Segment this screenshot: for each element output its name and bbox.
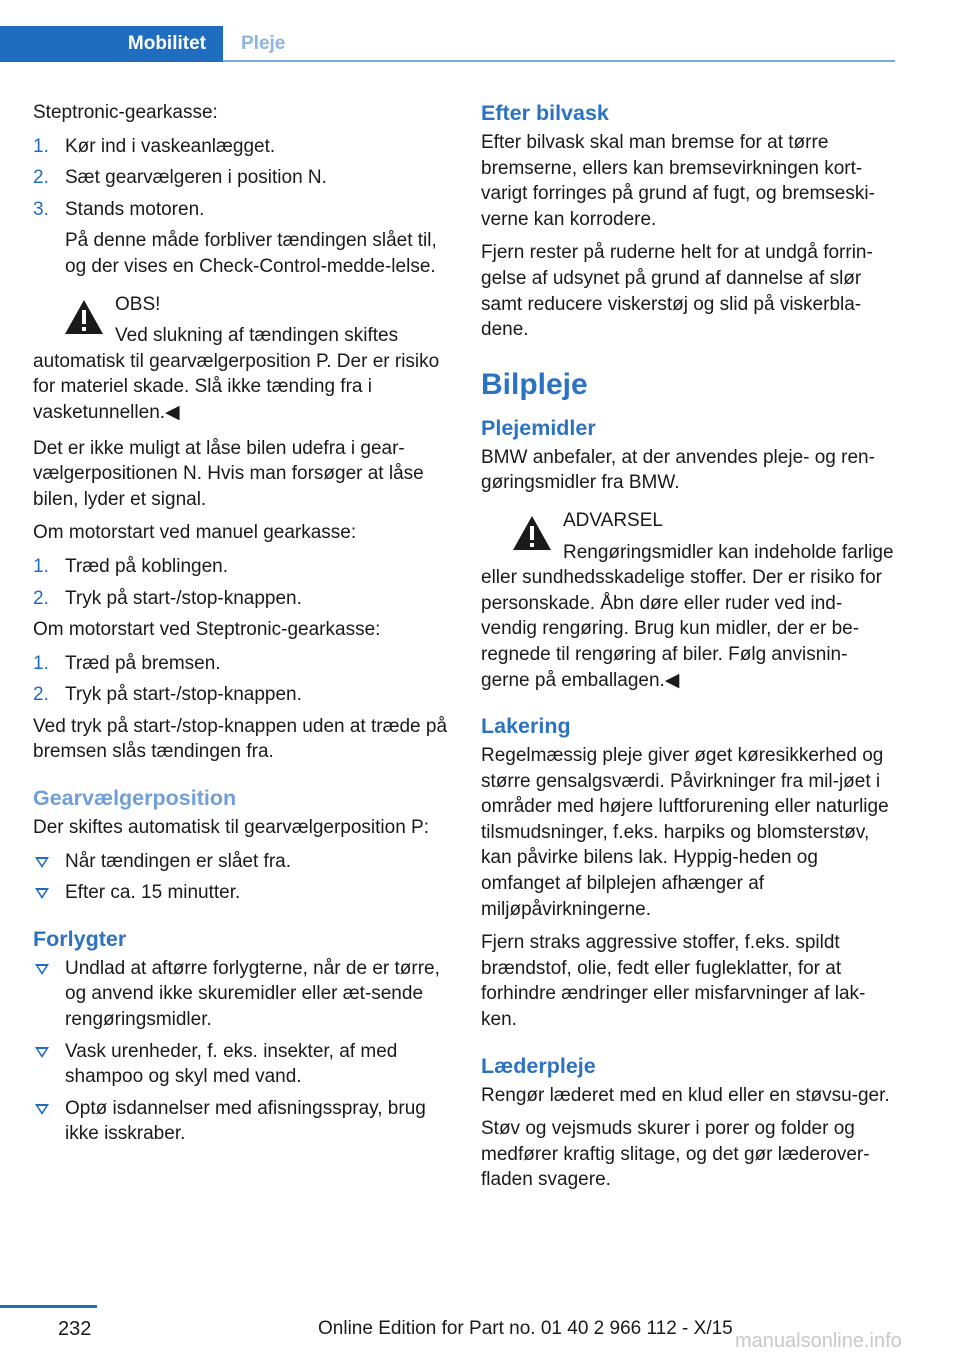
list-item: 3. Stands motoren. På denne måde forbliver tændingen slået til, og der vises en Check-Control-medde‐lelse.	[33, 197, 448, 280]
tab-divider	[223, 60, 895, 62]
obs-notice	[33, 292, 448, 426]
advarsel-notice	[481, 508, 895, 693]
list-item: 2. Tryk på start-/stop-knappen.	[33, 587, 302, 609]
tab-mobilitet-label: Mobilitet	[127, 33, 206, 54]
list-item: Undlad at aftørre forlygterne, når de er tørre, og anvend ikke skuremidler eller æt‐sende rengøringsmidler.	[33, 956, 448, 1033]
footer-rule	[0, 1305, 97, 1308]
gear-bullet-list	[33, 849, 448, 906]
intro-text: Steptronic-gearkasse:	[33, 102, 218, 123]
obs-title: OBS!	[115, 293, 161, 315]
list-item: Vask urenheder, f. eks. insekter, af med shampoo og skyl med vand.	[33, 1039, 448, 1090]
lakering-heading: Lakering	[481, 714, 571, 739]
step-note: På denne måde forbliver tændingen slået til, og der vises en Check-Control-medde‐lelse.	[65, 230, 437, 277]
paragraph: Fjern rester på ruderne helt for at undgå forrin‐gelse af udsynet på grund af dannelse af slør samt reducere viskerstøj og slid på viskerbla‐dene.	[481, 242, 873, 341]
warning-icon	[511, 514, 553, 552]
bullet-triangle-icon	[35, 1047, 49, 1058]
warning-icon	[63, 298, 105, 336]
paragraph: Om motorstart ved Steptronic-gearkasse:	[33, 619, 381, 641]
list-item: Når tændingen er slået fra.	[33, 849, 448, 875]
chapter-tabs	[0, 26, 895, 62]
plejemidler-heading: Plejemidler	[481, 415, 596, 440]
paragraph: Om motorstart ved manuel gearkasse:	[33, 522, 357, 544]
paragraph: Fjern straks aggressive stoffer, f.eks. spildt brændstof, olie, fedt eller fugleklatter, for at forhindre ændringer eller misfarvninger af lak‐ken.	[481, 932, 866, 1031]
obs-text: Ved slukning af tændingen skiftes automatisk til gearvælgerposition P. Der er risiko for materiel skade. Slå ikke tænding fra i vasketunnellen.◀	[33, 325, 440, 423]
list-item: Efter ca. 15 minutter.	[33, 880, 448, 906]
watermark: manualsonline.info	[735, 1330, 902, 1352]
advarsel-title: ADVARSEL	[563, 509, 663, 531]
paragraph: Støv og vejsmuds skurer i porer og folder og medfører kraftig slitage, og det gør læderover‐fladen svagere.	[481, 1118, 870, 1191]
bilpleje-heading: Bilpleje	[481, 367, 588, 401]
list-item: 2. Sæt gearvælgeren i position N.	[33, 167, 327, 189]
steptronic-start-list	[33, 651, 448, 708]
wash-steps-list	[33, 134, 448, 280]
bullet-triangle-icon	[35, 964, 49, 975]
bullet-triangle-icon	[35, 857, 49, 868]
advarsel-text: Rengøringsmidler kan indeholde farlige eller sundhedsskadelige stoffer. Der er risiko for personskade. Åbn døre eller ruder ved ind‐vendig rengøring. Brug kun midler, der er be‐regnede til rengøring af biler. Følg anvisnin‐gerne på emballagen.◀	[481, 541, 894, 691]
paragraph: Rengør læderet med en klud eller en støvsu‐ger.	[481, 1084, 890, 1106]
gearvaelger-heading: Gearvælgerposition	[33, 786, 237, 811]
paragraph: Ved tryk på start-/stop-knappen uden at træde på bremsen slås tændingen fra.	[33, 715, 448, 763]
tab-pleje[interactable]: Pleje	[241, 33, 286, 54]
paragraph: Regelmæssig pleje giver øget køresikkerhed og større gensalgsværdi. Påvirkninger fra mil‐jøet i områder med højere luftforurening eller naturlige tilsmudsninger, f.eks. harpiks og blomsterstøv, kan påvirke bilens lak. Hyppig‐heden og omfanget af bilplejen afhænger af miljøpåvirkningerne.	[481, 745, 889, 920]
tab-mobilitet[interactable]	[0, 26, 223, 62]
bullet-triangle-icon	[35, 1104, 49, 1115]
manual-start-list	[33, 554, 448, 611]
list-item: Optø isdannelser med afisningsspray, brug ikke isskraber.	[33, 1096, 448, 1147]
paragraph: Der skiftes automatisk til gearvælgerposition P:	[33, 817, 429, 839]
paragraph: Efter bilvask skal man bremse for at tørre bremserne, ellers kan bremsevirkningen kort‐varigt forringes på grund af fugt, og bremseski‐verne kan korrodere.	[481, 132, 875, 230]
left-column	[33, 100, 448, 1153]
edition-text: Online Edition for Part no. 01 40 2 966 112 - X/15	[318, 1318, 733, 1339]
list-item: 1. Kør ind i vaskeanlægget.	[33, 135, 276, 157]
bullet-triangle-icon	[35, 888, 49, 899]
list-item: 2. Tryk på start-/stop-knappen.	[33, 684, 302, 706]
laederpleje-heading: Læderpleje	[481, 1053, 596, 1078]
list-item: 1. Træd på koblingen.	[33, 555, 229, 577]
right-column	[481, 100, 895, 1201]
paragraph: BMW anbefaler, at der anvendes pleje- og ren‐gøringsmidler fra BMW.	[481, 446, 875, 494]
list-item: 1. Træd på bremsen.	[33, 652, 221, 674]
forlygter-bullet-list	[33, 956, 448, 1147]
page-number: 232	[58, 1318, 92, 1340]
forlygter-heading: Forlygter	[33, 926, 127, 951]
paragraph: Det er ikke muligt at låse bilen udefra i gear‐vælgerpositionen N. Hvis man forsøger at låse bilen, lyder et signal.	[33, 437, 424, 510]
efter-bilvask-heading: Efter bilvask	[481, 101, 609, 125]
